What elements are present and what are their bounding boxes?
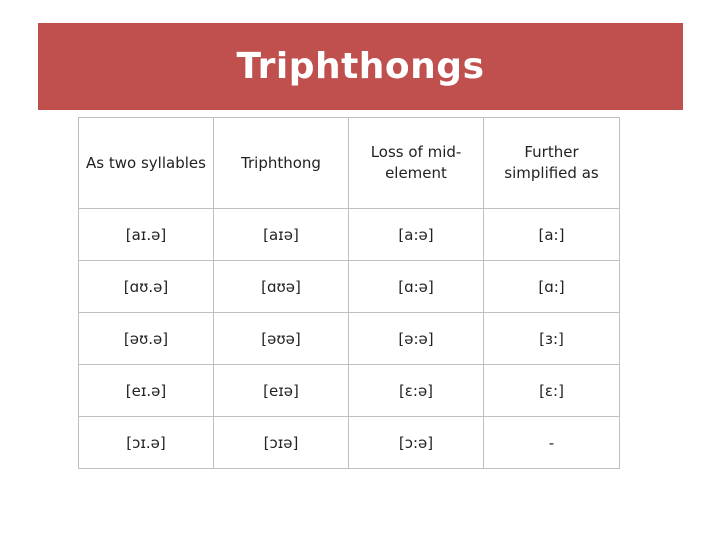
title-banner: [38, 23, 683, 110]
header-two-syllables: As two syllables: [79, 118, 214, 209]
header-loss-of-mid-element: Loss of mid-element: [349, 118, 484, 209]
table-cell: [ɑ:ə]: [349, 261, 484, 313]
header-further-simplified: Further simplified as: [484, 118, 620, 209]
table-cell: [ɑʊə]: [214, 261, 349, 313]
table-row: [79, 313, 620, 365]
table-cell: [aɪə]: [214, 209, 349, 261]
table-cell: [a:]: [484, 209, 620, 261]
table-cell: -: [484, 417, 620, 469]
table-cell: [ɛ:]: [484, 365, 620, 417]
table-row: [79, 261, 620, 313]
table-cell: [ə:ə]: [349, 313, 484, 365]
table-cell: [a:ə]: [349, 209, 484, 261]
table-cell: [əʊ.ə]: [79, 313, 214, 365]
table-row: [79, 209, 620, 261]
table-cell: [ɔɪə]: [214, 417, 349, 469]
table-row: [79, 417, 620, 469]
table-cell: [eɪə]: [214, 365, 349, 417]
table-cell: [əʊə]: [214, 313, 349, 365]
triphthong-table: [78, 117, 620, 469]
table-row: [79, 365, 620, 417]
table-cell: [ɛ:ə]: [349, 365, 484, 417]
table-cell: [eɪ.ə]: [79, 365, 214, 417]
table-header-row: [79, 118, 620, 209]
table-cell: [ɑʊ.ə]: [79, 261, 214, 313]
table-cell: [ɔɪ.ə]: [79, 417, 214, 469]
table-cell: [ɑ:]: [484, 261, 620, 313]
header-triphthong: Triphthong: [214, 118, 349, 209]
table-cell: [ɔ:ə]: [349, 417, 484, 469]
table-cell: [aɪ.ə]: [79, 209, 214, 261]
slide-title: Triphthongs: [236, 46, 485, 87]
table-cell: [ɜ:]: [484, 313, 620, 365]
